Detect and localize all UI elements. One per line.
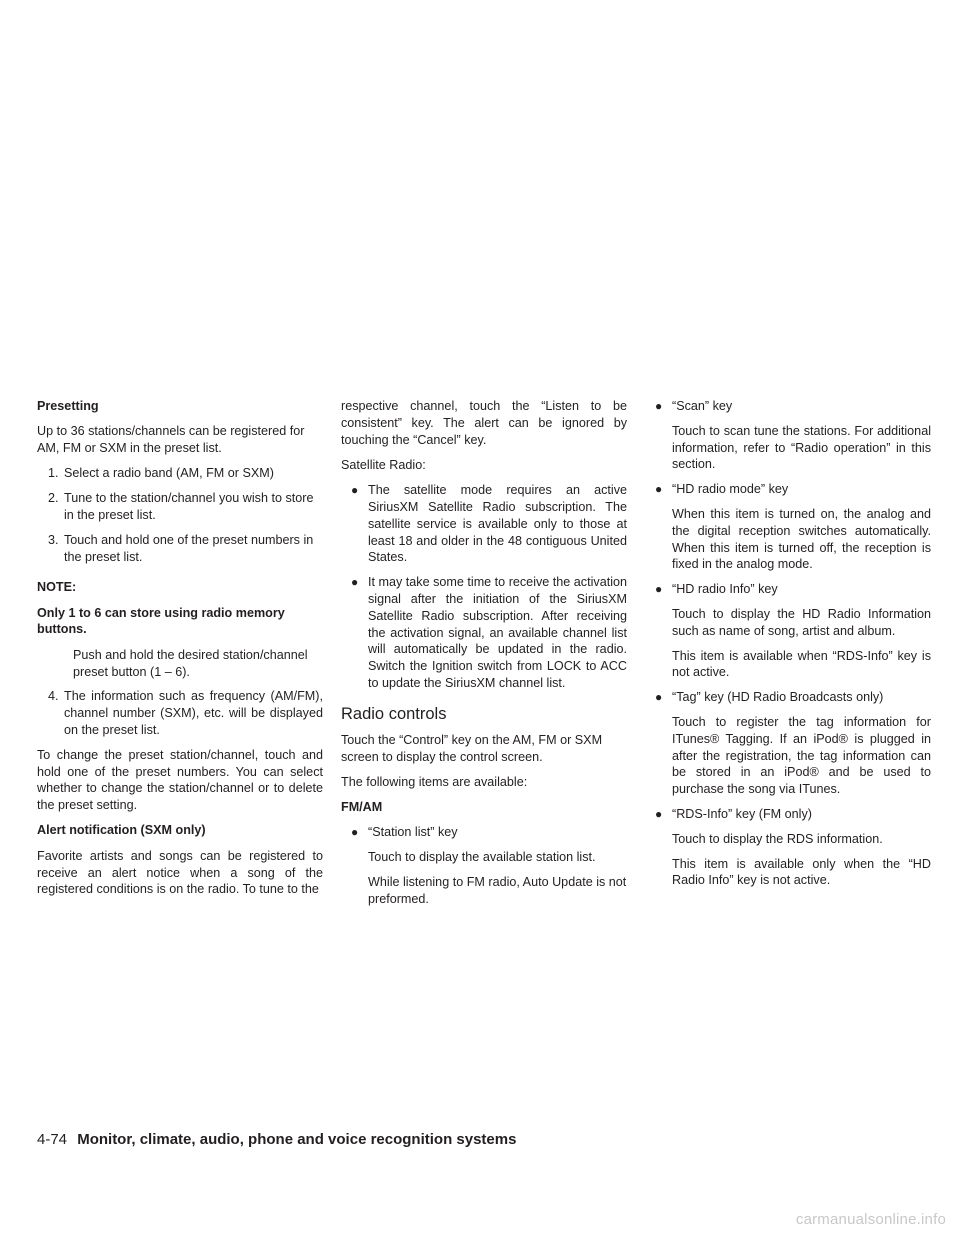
- hd-radio-mode-bullet: [645, 481, 931, 498]
- bullet-icon: ●: [655, 399, 663, 413]
- alert-heading: Alert notification (SXM only): [37, 823, 206, 838]
- station-list-desc: While listening to FM radio, Auto Update is not preformed.: [368, 875, 627, 906]
- chapter-title: Monitor, climate, audio, phone and voice recognition systems: [77, 1131, 517, 1148]
- presetting-heading: Presetting: [37, 399, 99, 413]
- page-number: 4-74: [37, 1131, 68, 1148]
- item-desc: When this item is turned on, the analog and the digital reception switches automatically. When this item is turned off, the reception is fixed in the analog mode.: [672, 506, 931, 572]
- radio-controls-title: Radio controls: [341, 704, 447, 723]
- bullet-text: “Tag” key (HD Radio Broadcasts only): [672, 690, 884, 705]
- item-desc: Touch to display the HD Radio Information such as name of song, artist and album.: [672, 606, 931, 638]
- item-desc: This item is available only when the “HD Radio Info” key is not active.: [672, 856, 931, 888]
- item-desc: This item is available when “RDS-Info” key is not active.: [672, 648, 931, 680]
- bullet-text: The satellite mode requires an active SiriusXM Satellite Radio subscription. The satellite service is available only to those at least 18 and older in the 48 contiguous United States.: [368, 483, 627, 565]
- bullet-icon: ●: [351, 483, 359, 498]
- rds-info-bullet: [645, 806, 931, 823]
- bullet-icon: ●: [655, 690, 663, 705]
- change-preset-text: To change the preset station/channel, touch and hold one of the preset numbers. You can select whether to change the station/channel or to delete the preset setting.: [37, 747, 323, 813]
- satellite-label: Satellite Radio:: [341, 457, 426, 472]
- step-text: Tune to the station/channel you wish to store in the preset list.: [64, 491, 314, 522]
- hd-radio-info-bullet: [645, 581, 931, 598]
- column-3: [645, 398, 931, 897]
- alert-continued: respective channel, touch the “Listen to be consistent” key. The alert can be ignored by touching the “Cancel” key.: [341, 399, 627, 447]
- item-desc: Touch to scan tune the stations. For additional information, refer to “Radio operation” in this section.: [672, 423, 931, 472]
- step-text: Touch and hold one of the preset numbers in the preset list.: [64, 532, 314, 564]
- step-text: Select a radio band (AM, FM or SXM): [64, 466, 274, 481]
- bullet-text: It may take some time to receive the activation signal after the initiation of the SiriusXM Satellite Radio subscription. After receiving the activation signal, an available channel list will automatically be updated in the radio. Switch the Ignition switch from LOCK to ACC to update the SiriusXM channel list.: [368, 575, 627, 690]
- radio-controls-available: The following items are available:: [341, 774, 528, 789]
- fm-am-label: FM/AM: [341, 800, 383, 815]
- step-1: [37, 465, 323, 482]
- step-number: 2.: [48, 491, 59, 506]
- column-2: [341, 398, 627, 916]
- page-footer: [37, 1131, 516, 1149]
- bullet-icon: ●: [655, 582, 663, 597]
- bullet-text: “Scan” key: [672, 399, 733, 413]
- bullet-icon: ●: [351, 575, 359, 590]
- bullet-text: “RDS-Info” key (FM only): [672, 806, 812, 821]
- bullet-icon: ●: [655, 482, 663, 497]
- bullet-icon: ●: [351, 825, 359, 840]
- bullet-text: “HD radio Info” key: [672, 582, 778, 597]
- step-number: 1.: [48, 466, 59, 481]
- item-desc: Touch to display the RDS information.: [672, 831, 883, 846]
- bullet-icon: ●: [655, 806, 663, 821]
- presetting-intro: Up to 36 stations/channels can be registered for AM, FM or SXM in the preset list.: [37, 424, 305, 456]
- step-4: [37, 688, 323, 738]
- scan-key-bullet: [645, 398, 931, 415]
- radio-controls-intro: Touch the “Control” key on the AM, FM or SXM screen to display the control screen.: [341, 732, 603, 764]
- note-bold-text: Only 1 to 6 can store using radio memory buttons.: [37, 605, 285, 637]
- station-list-bullet: [341, 824, 627, 841]
- step-3: [37, 532, 323, 566]
- bullet-text: “HD radio mode” key: [672, 482, 789, 497]
- step-number: 3.: [48, 532, 59, 547]
- item-desc: Touch to register the tag information for ITunes® Tagging. If an iPod® is plugged in after the registration, the tag information can be stored in an iPod® and be used to purchase the song via ITunes.: [672, 714, 931, 797]
- satellite-bullet: [341, 482, 627, 566]
- station-list-desc: Touch to display the available station list.: [368, 850, 596, 865]
- step-number: 4.: [48, 689, 59, 704]
- satellite-bullet: [341, 574, 627, 692]
- step-text: The information such as frequency (AM/FM), channel number (SXM), etc. will be displayed on the preset list.: [64, 689, 323, 737]
- watermark-logo: carmanualsonline.info: [795, 1211, 946, 1228]
- column-1: [37, 398, 323, 907]
- note-text: Push and hold the desired station/channel preset button (1 – 6).: [73, 647, 308, 679]
- step-2: [37, 490, 323, 524]
- note-label: NOTE:: [37, 580, 77, 595]
- bullet-text: “Station list” key: [368, 825, 458, 840]
- alert-text: Favorite artists and songs can be registered to receive an alert notice when a song of the registered conditions is on the radio. To tune to the: [37, 848, 323, 897]
- tag-key-bullet: [645, 689, 931, 706]
